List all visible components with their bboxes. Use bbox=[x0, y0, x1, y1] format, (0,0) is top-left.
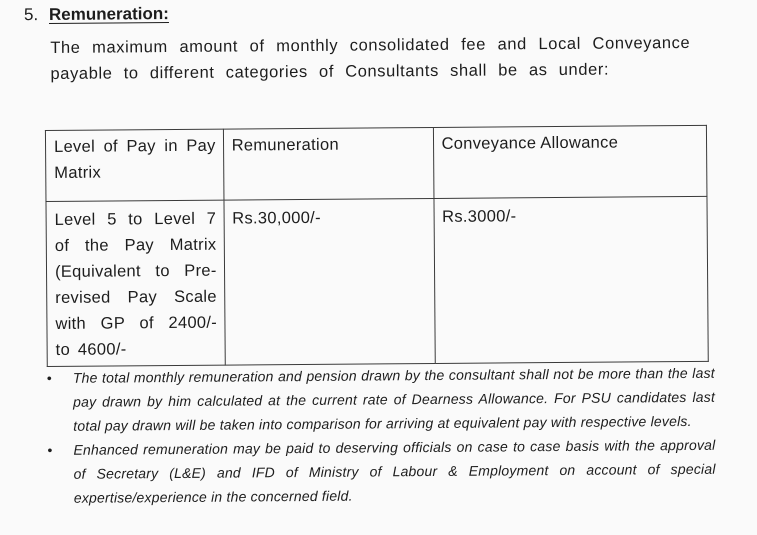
section-title: Remuneration: bbox=[48, 4, 169, 24]
cell-conveyance-allowance: Rs.3000/- bbox=[433, 196, 708, 363]
bullet-icon: • bbox=[46, 369, 53, 387]
cell-level-of-pay: Level 5 to Level 7 of the Pay Matrix (Equivalent to Pre-revised Pay Scale with GP of 2400/- to 4600/- bbox=[46, 200, 225, 366]
list-item bbox=[43, 433, 716, 510]
intro-paragraph: The maximum amount of monthly consolidated fee and Local Conveyance payable to different categories of Consultants shall be as under: bbox=[50, 33, 691, 83]
cell-remuneration: Rs.30,000/- bbox=[224, 198, 435, 365]
section-number: 5. bbox=[23, 5, 39, 25]
notes-list bbox=[43, 361, 716, 510]
section-heading bbox=[24, 4, 169, 25]
bullet-icon: • bbox=[47, 441, 53, 459]
header-conveyance-allowance: Conveyance Allowance bbox=[433, 125, 707, 198]
table-header-row bbox=[45, 125, 707, 201]
note-text: Enhanced remuneration may be paid to deserving officials on case to case basis with the approval of Secretary (L&E) and IFD of Ministry of Labour & Employment on account of special expertise/experience in the concerned field. bbox=[73, 436, 716, 506]
note-text: The total monthly remuneration and pension drawn by the consultant shall not be more than the last pay drawn by him calculated at the current rate of Dearness Allowance. For PSU candidates last total pay drawn will be taken into comparison for arriving at equivalent pay with respective levels. bbox=[72, 364, 716, 434]
header-remuneration: Remuneration bbox=[223, 127, 433, 200]
remuneration-table bbox=[45, 125, 709, 367]
list-item bbox=[43, 361, 716, 438]
table-row bbox=[46, 196, 708, 366]
header-level-of-pay: Level of Pay in Pay Matrix bbox=[45, 129, 223, 201]
